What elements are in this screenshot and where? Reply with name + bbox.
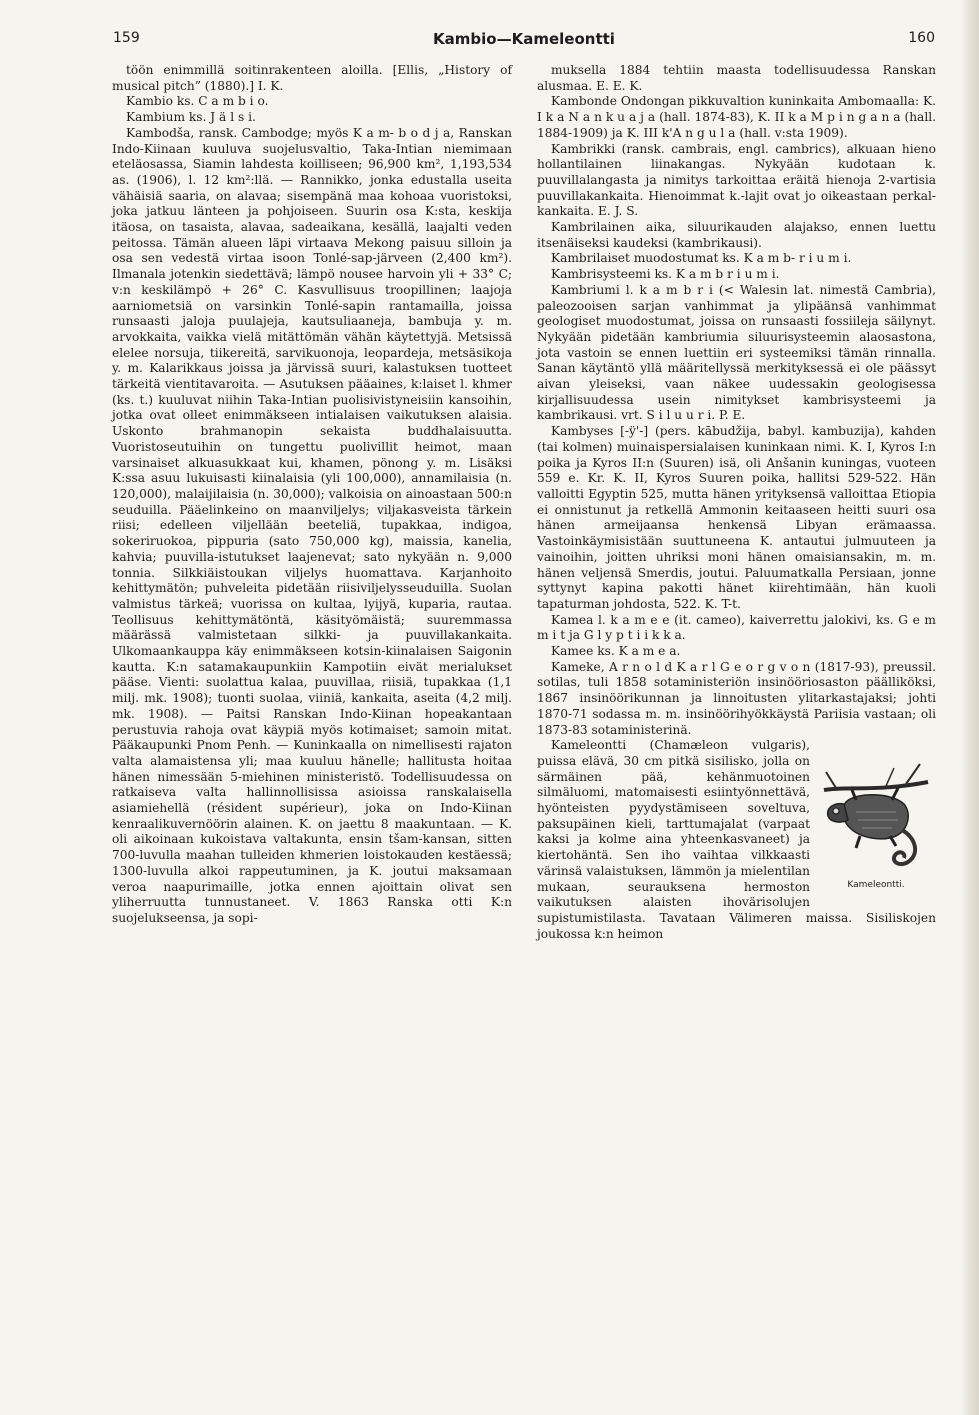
entry-continuation-right: muksella 1884 tehtiin maasta todellisuudessa Ranskan alusmaa. E. E. K. xyxy=(537,63,936,93)
entry-kambonde: Kambonde Ondongan pikkuvaltion kuninkaita Ambomaalla: K. I k a N a n k u a j a (hall. 1874-83), K. II k a M p i n g a n a (hall. 1884-1909) ja K. III k'A n g u l a (hall. v:sta 1909). xyxy=(537,94,936,140)
chameleon-figure xyxy=(816,742,936,894)
entry-kambrikki: Kambrikki (ransk. cambrais, engl. cambrics), alkuaan hieno hollantilainen liinakangas. Nykyään kudotaan k. puuvillalangasta ja nimitys tarkoittaa eräitä hienoja 2-vartisia puuvillakankaita. Hienoimmat k.-lajit ovat jo oikeastaan perkal-kankaita. E. J. S. xyxy=(537,141,936,219)
left-column xyxy=(112,63,512,927)
entry-kambrisysteemi: Kambrisysteemi ks. K a m b r i u m i. xyxy=(551,267,780,282)
entry-kameke: Kameke, A r n o l d K a r l G e o r g v o n (1817-93), preussil. sotilas, tuli 1858 sotaministeriön insinööriosaston päälliköksi, 1867 insinöörikunnan ja linnoitusten ylitarkastajaksi; johti 1870-71 sodassa m. m. insinöörihyökkäystä Pariisia vastaan; oli 1873-83 sotaministerinä. xyxy=(537,659,936,737)
right-column xyxy=(537,63,936,942)
entry-kambrilaiset-muodostumat: Kambrilaiset muodostumat ks. K a m b- r i u m i. xyxy=(551,251,852,266)
entry-kamee: Kamee ks. K a m e a. xyxy=(551,644,681,659)
entry-kambyses: Kambyses [-ÿ'-] (pers. kābudžija, babyl. kambuzija), kahden (tai kolmen) muinaispersialaisen kuninkaan nimi. K. I, Kyros I:n poika ja Kyros II:n (Suuren) isä, oli Anšanin kuningas, vuoteen 559 e. Kr. K. II, Kyros Suuren poika, hallitsi 529-522. Hän valloitti Egyptin 525, mutta hänen yrityksensä valloittaa Etiopia ei onnistunut ja retkellä Ammonin keitaaseen heitti suuri osa hänen armeijaansa henkensä Libyan erämaassa. Vastoinkäymisistään suuttuneena K. antautui julmuuteen ja vainoihin, joitten uhriksi moni hänen omaisiansakin, m. m. hänen veljensä Smerdis, joutui. Paluumatkalla Persiaan, jonne syttynyt kapina pakotti hänet kiirehtimään, hän kuoli tapaturman johdosta, 522. K. T-t. xyxy=(537,424,936,611)
page-header xyxy=(113,30,935,56)
entry-kambriumi: Kambriumi l. k a m b r i (< Walesin lat. nimestä Cambria), paleozooisen sarjan vanhimmat ja ylipäänsä vanhimmat geologiset muodostumat, joissa on runsaasti fossiileja säilynyt. Nykyään pidetään kambriumia siluurisysteemin alaosastona, jota vastoin se ennen luettiin eri systeemiksi tämän rinnalla. Sanan käytäntö yllä määritellyssä merkityksessä ei ole päässyt aivan yleiseksi, vaan näkee uudessakin geologisessa kirjallisuudessa usein nimitykset kambrisysteemi ja kambrikausi. vrt. S i l u u r i. P. E. xyxy=(537,282,936,423)
page-number-left: 159 xyxy=(113,30,140,46)
entry-kameleontti: Kameleontti (Chamæleon vulgaris), puissa elävä, 30 cm pitkä sisilisko, jolla on särmäinen pää, kehänmuotoinen silmäluomi, matomaisesti esiintyönnettävä, hyönteisten pyydystämiseen soveltuva, paksupäinen kieli, tarttumajalat (varpaat kaksi ja kolme aina yhteenkasvaneet) ja kiertohäntä. Sen iho vaihtaa vilkkaasti värinsä valaistuksen, lämmön ja mielentilan mukaan, seurauksena hermoston vaikutuksen alaisten ihovärisolujen supistumistilasta. Tavataan Välimeren maissa. Sisiliskojen joukossa k:n heimon xyxy=(537,738,936,941)
entry-continuation: töön enimmillä soitinrakenteen aloilla. [Ellis, „History of musical pitch” (1880).] I. K. xyxy=(112,63,512,93)
entry-kambrilainen-aika: Kambrilainen aika, siluurikauden alajakso, ennen luettu itsenäiseksi kaudeksi (kambrikausi). xyxy=(537,220,936,250)
page-number-right: 160 xyxy=(908,30,935,46)
entry-kambium: Kambium ks. J ä l s i. xyxy=(126,110,256,125)
chameleon-illustration-icon xyxy=(816,742,936,878)
entry-kamea: Kamea l. k a m e e (it. cameo), kaiverrettu jalokivi, ks. G e m m i t ja G l y p t i i k k a. xyxy=(537,612,936,643)
running-title: Kambio—Kameleontti xyxy=(433,30,615,48)
page-edge-shadow xyxy=(961,0,979,1415)
entry-kambio: Kambio ks. C a m b i o. xyxy=(126,94,269,109)
entry-kambodsa: Kambodša, ransk. Cambodge; myös K a m- b o d j a, Ranskan Indo-Kiinaan kuuluva suojelusvaltio, Taka-Intian niemimaan eteläosassa, Siamin lahdesta koilliseen; 96,900 km², 1,193,534 as. (1906), l. 12 km²:llä. — Rannikko, jonka edustalla useita vähäisiä saaria, on alavaa; sisempänä maa kohoaa vuoristoksi, joka jatkuu länteen ja pohjoiseen. Suurin osa K:sta, keskija itäosa, on tasaista, alavaa, sadeaikana, kesällä, laajalti veden peitossa. Tämän alueen läpi virtaava Mekong paisuu silloin ja osa sen vedestä virtaa isoon Tonlé-sap-järveen (2,400 km²). Ilmanala jotenkin siedettävä; lämpö nousee harvoin yli + 33° C; v:n keskilämpö + 26° C. Kasvullisuus troopillinen; laajoja aarniometsiä on varsinkin Tonlé-sapin rantamailla, joissa runsaasti jaloja puulajeja, kautsuliaaneja, bambuja y. m. arvokkaita, vaikka vielä mitättömän vähän käytettyjä. Metsissä elelee norsuja, tiikereitä, sarvikuonoja, leopardeja, metsäsikoja y. m. Kalarikkaus joissa ja järvissä suuri, kalastuksen tuotteet tärkeitä vientitavaroita. — Asutuksen pääaines, k:laiset l. khmer (ks. t.) kuuluvat niihin Taka-Intian puolisivistyneisiin kansoihin, jotka ovat olleet enimmäkseen intialaisen vaikutuksen alaisia. Uskonto brahmanopin sekaista buddhalaisuutta. Vuoristoseutuihin on tungettu puolivillit heimot, maan varsinaiset alkuasukkaat kui, khamen, pönong y. m. Lisäksi K:ssa asuu lukuisasti kiinalaisia (yli 100,000), annamilaisia (n. 120,000), malaijilaisia (n. 30,000); valkoisia on ainoastaan 500:n seuduilla. Pääelinkeino on maanviljelys; viljakasveista tärkein riisi; edelleen viljellään beeteliä, tupakkaa, indigoa, sokeriruokoa, pippuria (sato 750,000 kg), maissia, kanelia, kahvia; puuvilla-istutukset laajenevat; sato nykyään n. 9,000 tonnia. Silkkiäistoukan viljelys huomattava. Karjanhoito kehittymätön; puhveleita pidetään riisiviljelysseuduilla. Suolan valmistus tärkeä; vuorissa on kultaa, lyijyä, kuparia, rautaa. Teollisuus kehittymätöntä, käsityömäistä; suuremmassa määrässä valmistetaan silkki- ja puuvillakankaita. Ulkomaankauppa käy enimmäkseen kotsin-kiinalaisen Saigonin kautta. K:n satamakaupunkiin Kampotiin eivät merialukset pääse. Vienti: suolattua kalaa, puuvillaa, riisiä, tupakkaa (1,1 milj. mk. 1908); tuonti suolaa, viiniä, kankaita, aseita (4,2 milj. mk. 1908). — Paitsi Ranskan Indo-Kiinan hopeakantaan perustuvia rahoja ovat käypiä myös kotimaiset; samoin mitat. Pääkaupunki Pnom Penh. — Kuninkaalla on nimellisesti rajaton valta alamaistensa yli; maa kuuluu hänelle; hallitusta hoitaa hänen nimessään 5-miehinen ministeristö. Todellisuudessa on ratkaiseva valta hallinnollisissa asioissa ranskalaisella asiamiehellä (résident supérieur), joka on Indo-Kiinan kenraalikuvernöörin alainen. K. on jaettu 8 maakuntaan. — K. oli aikoinaan kukoistava valtakunta, ensin tšam-kansan, sitten 700-luvulla maahan tulleiden khmerien loistokauden kestäessä; 1300-luvulla alkoi rappeutuminen, ja K. joutui maksamaan veroa naapurimaille, jotka ennen ajoittain olivat sen yliherruutta tunnustaneet. V. 1863 Ranska otti K:n suojelukseensa, ja sopi- xyxy=(112,125,512,925)
figure-caption: Kameleontti. xyxy=(847,880,905,891)
